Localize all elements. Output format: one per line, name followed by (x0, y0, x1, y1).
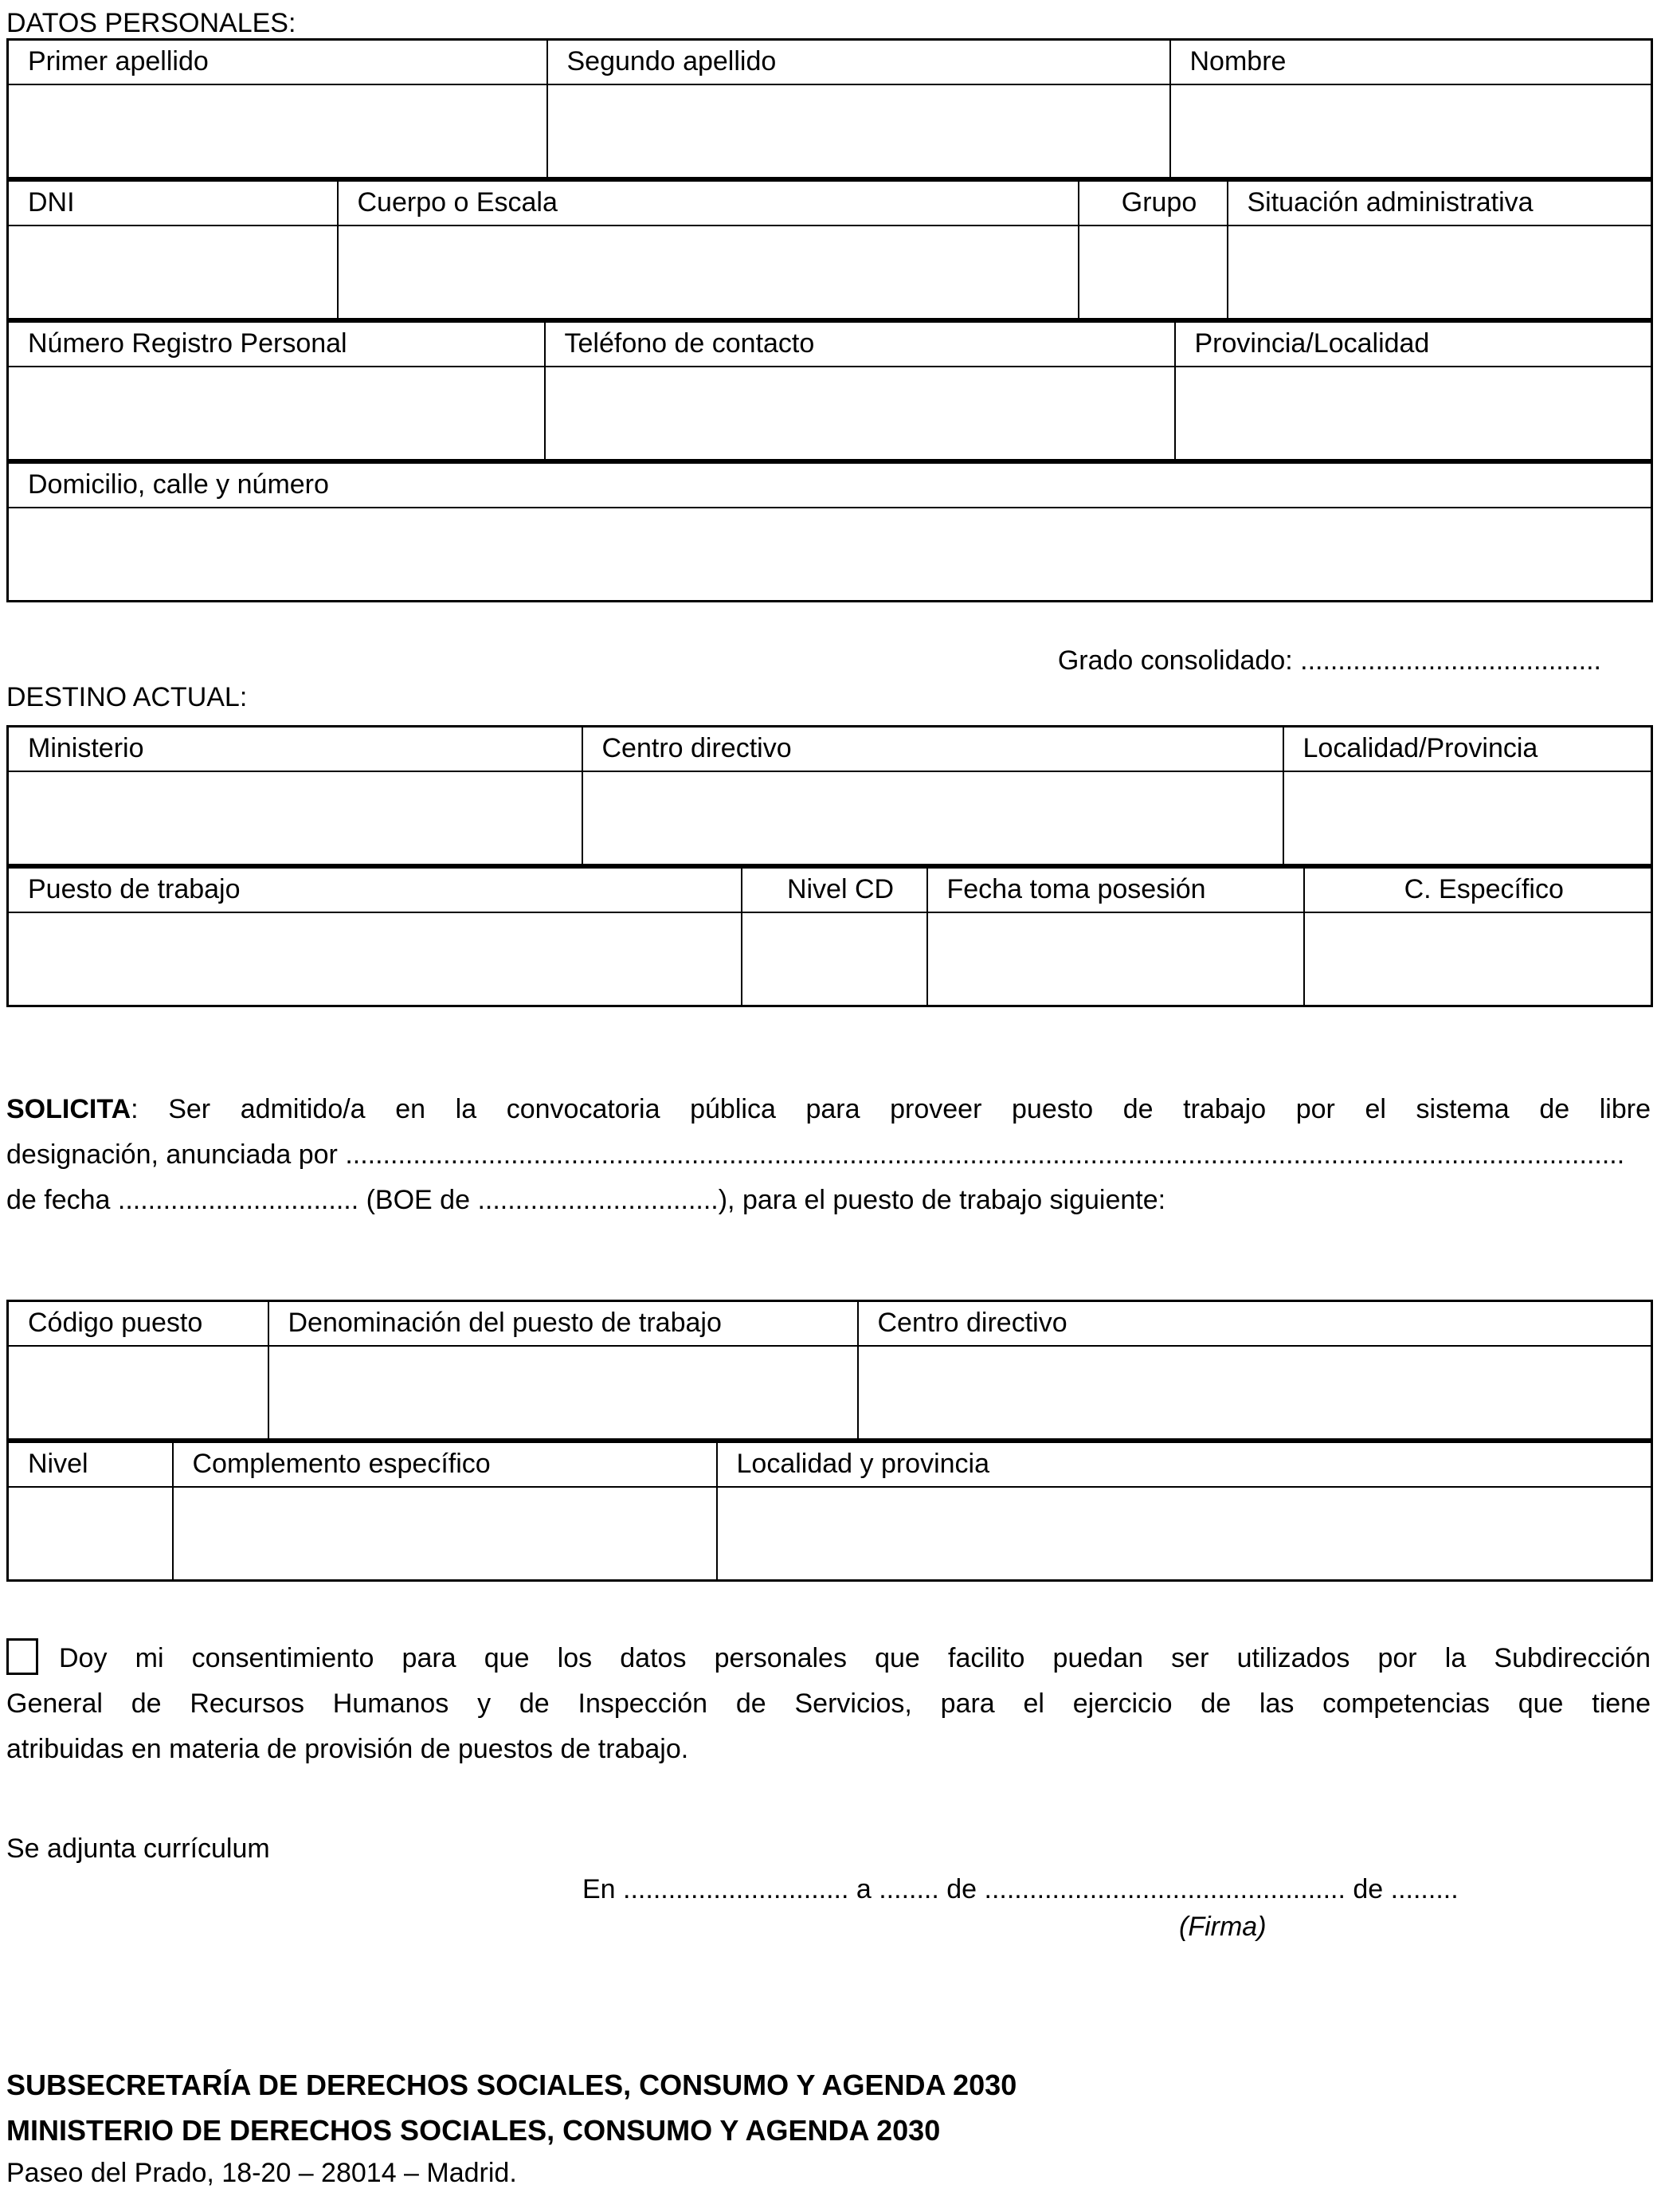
label-provincia-localidad: Provincia/Localidad (1175, 322, 1652, 367)
consent-line3: atribuidas en materia de provisión de puestos de trabajo. (6, 1734, 689, 1764)
c-especifico-field[interactable] (1304, 912, 1652, 1006)
label-denominacion-puesto: Denominación del puesto de trabajo (268, 1301, 858, 1346)
cuerpo-escala-field[interactable] (338, 226, 1079, 320)
puesto-solicitado-table-nivel (6, 1441, 1653, 1582)
curriculum-note: Se adjunta currículum (6, 1834, 270, 1864)
signature-date-line: En .............................. a ........ de ................................................ de ......... (582, 1874, 1459, 1904)
label-primer-apellido: Primer apellido (8, 40, 547, 84)
complemento-especifico-field[interactable] (173, 1487, 717, 1581)
consent-line2: General de Recursos Humanos y de Inspección de Servicios, para el ejercicio de las competencias que tiene (6, 1688, 1651, 1719)
footer-ministerio: MINISTERIO DE DERECHOS SOCIALES, CONSUMO Y AGENDA 2030 (6, 2114, 941, 2147)
firma-label: (Firma) (1179, 1912, 1267, 1942)
situacion-administrativa-field[interactable] (1228, 226, 1652, 320)
ministerio-field[interactable] (8, 771, 582, 865)
fecha-toma-posesion-field[interactable] (927, 912, 1304, 1006)
label-telefono-contacto: Teléfono de contacto (545, 322, 1175, 367)
solicita-label: SOLICITA (6, 1094, 131, 1124)
solicita-line2: designación, anunciada por .......................................................................................................................................................................... (6, 1139, 1625, 1170)
label-nivel-cd: Nivel CD (742, 868, 927, 912)
codigo-puesto-field[interactable] (8, 1346, 268, 1440)
destino-actual-table-ministerio (6, 725, 1653, 866)
consent-paragraph (6, 1636, 1651, 1772)
localidad-provincia-field[interactable] (1283, 771, 1652, 865)
primer-apellido-field[interactable] (8, 84, 547, 178)
label-puesto-trabajo: Puesto de trabajo (8, 868, 742, 912)
footer-subsecretaria: SUBSECRETARÍA DE DERECHOS SOCIALES, CONSUMO Y AGENDA 2030 (6, 2069, 1017, 2101)
puesto-solicitado-table-codigo (6, 1300, 1653, 1441)
label-c-especifico: C. Específico (1304, 868, 1652, 912)
puesto-trabajo-field[interactable] (8, 912, 742, 1006)
solicita-paragraph (6, 1087, 1651, 1223)
consent-line1-text: Doy mi consentimiento para que los datos personales que facilito puedan ser utilizados por la Subdirección (59, 1643, 1651, 1673)
datos-personales-table-dni (6, 179, 1653, 320)
label-codigo-puesto: Código puesto (8, 1301, 268, 1346)
label-complemento-especifico: Complemento específico (173, 1442, 717, 1487)
solicita-line3: de fecha ................................ (BOE de ................................), para el puesto de trabajo siguiente: (6, 1185, 1166, 1215)
label-fecha-toma-posesion: Fecha toma posesión (927, 868, 1304, 912)
label-centro-directivo: Centro directivo (582, 727, 1283, 771)
solicita-line1 (6, 1087, 1651, 1132)
telefono-contacto-field[interactable] (545, 367, 1175, 461)
label-centro-directivo-puesto: Centro directivo (858, 1301, 1652, 1346)
segundo-apellido-field[interactable] (547, 84, 1170, 178)
destino-actual-heading: DESTINO ACTUAL: (6, 682, 248, 712)
centro-directivo-field[interactable] (582, 771, 1283, 865)
footer-address: Paseo del Prado, 18-20 – 28014 – Madrid. (6, 2158, 517, 2188)
label-grupo: Grupo (1079, 181, 1228, 226)
label-domicilio: Domicilio, calle y número (8, 463, 1652, 508)
grupo-field[interactable] (1079, 226, 1228, 320)
label-localidad-y-provincia: Localidad y provincia (717, 1442, 1652, 1487)
domicilio-field[interactable] (8, 508, 1652, 602)
label-segundo-apellido: Segundo apellido (547, 40, 1170, 84)
nivel-field[interactable] (8, 1487, 173, 1581)
datos-personales-heading: DATOS PERSONALES: (6, 8, 296, 38)
grado-consolidado-line: Grado consolidado: ........................................ (1057, 645, 1601, 676)
denominacion-puesto-field[interactable] (268, 1346, 858, 1440)
centro-directivo-puesto-field[interactable] (858, 1346, 1652, 1440)
nivel-cd-field[interactable] (742, 912, 927, 1006)
label-localidad-provincia: Localidad/Provincia (1283, 727, 1652, 771)
datos-personales-table-domicilio (6, 461, 1653, 602)
provincia-localidad-field[interactable] (1175, 367, 1652, 461)
consent-line1 (6, 1636, 1651, 1681)
label-dni: DNI (8, 181, 338, 226)
datos-personales-table-apellidos (6, 38, 1653, 179)
solicita-line1-text: : Ser admitido/a en la convocatoria pública para proveer puesto de trabajo por el sistema de libre (131, 1094, 1651, 1124)
datos-personales-table-registro (6, 320, 1653, 461)
label-nombre: Nombre (1170, 40, 1652, 84)
label-cuerpo-escala: Cuerpo o Escala (338, 181, 1079, 226)
label-numero-registro-personal: Número Registro Personal (8, 322, 545, 367)
nombre-field[interactable] (1170, 84, 1652, 178)
label-nivel: Nivel (8, 1442, 173, 1487)
label-ministerio: Ministerio (8, 727, 582, 771)
localidad-y-provincia-field[interactable] (717, 1487, 1652, 1581)
consent-checkbox[interactable] (6, 1638, 38, 1675)
destino-actual-table-puesto (6, 866, 1653, 1007)
label-situacion-administrativa: Situación administrativa (1228, 181, 1652, 226)
numero-registro-personal-field[interactable] (8, 367, 545, 461)
dni-field[interactable] (8, 226, 338, 320)
footer (6, 2062, 1651, 2193)
